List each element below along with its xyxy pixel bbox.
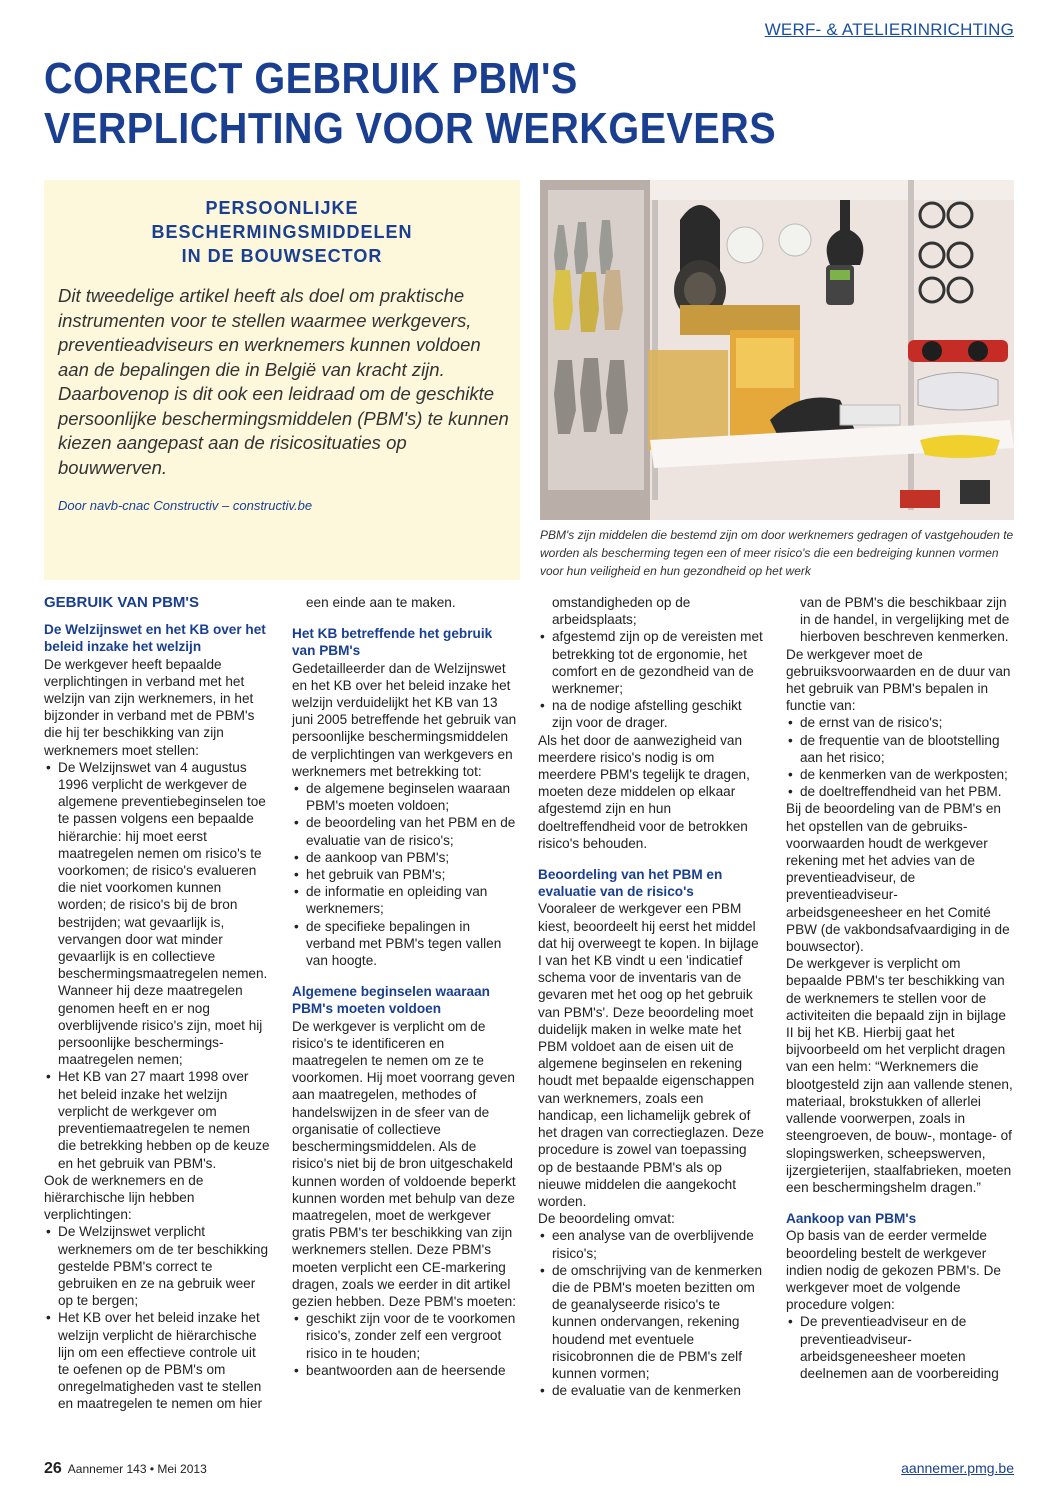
ppe-display-photo xyxy=(540,180,1014,520)
list-item: • het gebruik van PBM's; xyxy=(292,866,518,883)
subheading: Het KB betreffende het gebruik van PBM's xyxy=(292,626,493,659)
bullet-list xyxy=(44,759,270,1172)
section-tag: WERF- & ATELIERINRICHTING xyxy=(764,20,1014,39)
list-item: • beantwoorden aan de heersende xyxy=(292,1362,518,1379)
list-item: • De Welzijnswet van 4 augustus 1996 verplicht de werkgever de algemene preventiebeginselen toe te passen volgens een bepaalde hiërarchie: hij moet eerst maatregelen nemen om risico's te voorkomen; de risico's evalueren die niet voorkomen kunnen worden; de risico's bij de bron bestrijden; wat gevaarlijk is, vervangen door wat minder gevaarlijk is en collectieve beschermingsmaatregelen nemen. Wanneer hij deze maatregelen genomen heeft en er nog overblijvende risico's zijn, moet hij persoonlijke beschermingsmaatregelen nemen; xyxy=(44,759,270,1069)
intro-text: Dit tweedelige artikel heeft als doel om praktische instrumenten voor te stellen waarmee werkgevers, preventieadviseurs en werknemers kunnen voldoen aan de bepalingen die in België van kracht zijn. Daarbovenop is dit ook een leidraad om de geschikte persoonlijke beschermingsmiddelen (PBM's) te kunnen kiezen aangepast aan de risicosituaties op bouwwerven. xyxy=(58,285,509,478)
section-heading: GEBRUIK VAN PBM'S xyxy=(44,594,199,611)
footer-issue xyxy=(44,1460,207,1478)
paragraph: Ook de werknemers en de hiërarchische lijn hebben verplichtingen: xyxy=(44,1172,204,1223)
footer-url-link[interactable]: aannemer.pmg.be xyxy=(901,1460,1014,1476)
paragraph: Als het door de aanwezigheid van meerdere risico's nodig is om meerdere PBM's tegelijk te dragen, moeten deze middelen op elkaar afgestemd zijn en hun doeltreffendheid voor de betrokken risico's behouden. xyxy=(538,732,750,851)
list-item: • Het KB van 27 maart 1998 over het beleid inzake het welzijn verplicht de werkgever om preventiemaatregelen te nemen die betrekking hebben op de keuze en het gebruik van PBM's. xyxy=(44,1068,270,1171)
paragraph: De werkgever moet de gebruiksvoorwaarden en de duur van het gebruik van PBM's bepalen in functie van: xyxy=(786,646,1011,714)
list-item: • de doeltreffendheid van het PBM. xyxy=(786,783,1014,800)
article-title xyxy=(44,54,1024,154)
subheading: De Welzijnswet en het KB over het beleid inzake het welzijn xyxy=(44,622,266,655)
bullet-list xyxy=(292,1310,518,1379)
bullet-list xyxy=(786,1313,1014,1382)
paragraph: een einde aan te maken. xyxy=(306,595,456,610)
paragraph: De werkgever heeft bepaalde verplichtingen in verband met het welzijn van zijn werknemers, in het bijzonder in verband met de PBM's die hij ter beschikking van zijn werknemers moet stellen: xyxy=(44,656,255,758)
list-item: • afgestemd zijn op de vereisten met betrekking tot de ergonomie, het comfort en de gezondheid van de werknemer; xyxy=(538,628,764,697)
intro-heading-line: BESCHERMINGSMIDDELEN xyxy=(151,222,413,242)
intro-heading-line: IN DE BOUWSECTOR xyxy=(181,246,383,266)
subheading: Beoordeling van het PBM en evaluatie van de risico's xyxy=(538,867,723,900)
bullet-list xyxy=(44,1223,270,1412)
list-item: • de specifieke bepalingen in verband met PBM's tegen vallen van hoogte. xyxy=(292,918,518,970)
list-item: • de beoordeling van het PBM en de evaluatie van de risico's; xyxy=(292,814,518,848)
list-item: • de algemene beginselen waaraan PBM's moeten voldoen; xyxy=(292,780,518,814)
subheading: Aankoop van PBM's xyxy=(786,1211,917,1227)
column-3 xyxy=(538,594,764,1399)
list-item: • de kenmerken van de werkposten; xyxy=(786,766,1014,783)
list-item: • de aankoop van PBM's; xyxy=(292,849,518,866)
list-item: • een analyse van de overblijvende risico's; xyxy=(538,1227,764,1261)
list-item: • de omschrijving van de kenmerken die de PBM's moeten bezitten om de geanalyseerde risico's te kunnen ondervangen, rekening houdend met eventuele risicobronnen die de PBM's zelf kunnen vormen; xyxy=(538,1262,764,1382)
column-2 xyxy=(292,594,518,1379)
bullet-list xyxy=(538,628,764,731)
list-item: • de informatie en opleiding van werknemers; xyxy=(292,883,518,917)
paragraph: van de PBM's die beschikbaar zijn in de handel, in vergelijking met de hierboven beschreven kenmerken. xyxy=(800,595,1010,645)
title-line-2: VERPLICHTING VOOR WERKGEVERS xyxy=(44,104,777,153)
title-line-1: CORRECT GEBRUIK PBM'S xyxy=(44,54,578,103)
bullet-list xyxy=(786,714,1014,800)
intro-heading xyxy=(44,196,520,268)
paragraph: Gedetailleerder dan de Welzijnswet en het KB over het beleid inzake het welzijn verduidelijkt het KB van 13 juni 2005 betreffende het gebruik van persoonlijke beschermingsmiddelen de verplichtingen van werkgevers en werknemers met betrekking tot: xyxy=(292,660,517,779)
subheading: Algemene beginselen waaraan PBM's moeten voldoen xyxy=(292,984,490,1017)
paragraph: De beoordeling omvat: xyxy=(538,1211,675,1227)
list-item: • De preventieadviseur en de preventieadviseur-arbeidsgeneesheer moeten deelnemen aan de voorbereiding xyxy=(786,1313,1014,1382)
list-item: • Het KB over het beleid inzake het welzijn verplicht de hiërarchische lijn om een effectieve controle uit te oefenen op de PBM's om onregelmatigheden vast te stellen en maatregelen te nemen om hier xyxy=(44,1309,270,1412)
paragraph: De werkgever is verplicht om de risico's te identificeren en maatregelen te nemen om ze te voorkomen. Hij moet voorrang geven aan maatregelen, methodes of handelswijzen in de sfeer van de organisatie of collectieve beschermingsmiddelen. Als de risico's niet bij de bron uitgeschakeld kunnen worden of voldoende beperkt kunnen worden met behulp van deze maatregelen, moet de werkgever gratis PBM's ter beschikking van zijn werknemers stellen. Deze PBM's moeten verplicht een CE-markering dragen, zoals we eerder in dit artikel gezien hebben. Deze PBM's moeten: xyxy=(292,1018,517,1309)
issue-info: Aannemer 143 • Mei 2013 xyxy=(67,1462,207,1476)
page-number: 26 xyxy=(44,1460,62,1477)
paragraph: Op basis van de eerder vermelde beoordeling bestelt de werkgever indien nodig de gekozen PBM's. De werkgever moet de volgende procedure volgen: xyxy=(786,1228,1001,1313)
column-1 xyxy=(44,594,270,1413)
list-item: • geschikt zijn voor de te voorkomen risico's, zonder zelf een vergroot risico in te houden; xyxy=(292,1310,518,1362)
paragraph: De werkgever is verplicht om bepaalde PBM's ter beschikking van de werknemers te stellen voor de activiteiten die bepaald zijn in bijlage II bij het KB. Hierbij gaat het bijvoorbeeld om het verplicht dragen van een helm: “Werknemers die blootgesteld zijn aan vallende stenen, materiaal, brokstukken of allerlei vallende voorwerpen, zoals in steengroeven, de bouw-, montage- of slopingswerken, scheepswerven, ijzergieterijen, staalfabrieken, moeten een beschermingshelm dragen.” xyxy=(786,956,1013,1195)
bullet-list xyxy=(292,780,518,969)
paragraph: omstandigheden op de arbeidsplaats; xyxy=(552,595,691,628)
paragraph: Bij de beoordeling van de PBM's en het opstellen van de gebruiksvoorwaarden houdt de werkgever rekening met het advies van de preventieadviseur, de preventieadviseur-arbeidsgeneesheer en het Comité PBW (de vakbondsafvaardiging in de bouwsector). xyxy=(786,801,1010,955)
intro-author: Door navb-cnac Constructiv – constructiv.be xyxy=(58,498,313,513)
intro-heading-line: PERSOONLIJKE xyxy=(205,198,359,218)
bullet-list xyxy=(538,1227,764,1399)
photo-caption: PBM's zijn middelen die bestemd zijn om door werknemers gedragen of vastgehouden te worden als bescherming tegen een of meer risico's die een bedreiging kunnen vormen voor hun veiligheid en hun gezondheid op het werk xyxy=(540,528,1014,578)
paragraph: Vooraleer de werkgever een PBM kiest, beoordeelt hij eerst het middel dat hij overweegt te kopen. In bijlage I van het KB vindt u een 'indicatief schema voor de inventaris van de gevaren met het oog op het gebruik van PBM's'. Deze beoordeling moet duidelijk maken in welke mate het PBM voldoet aan de eisen uit de algemene beginselen en rekening houdt met bepaalde eigenschappen van werknemers, zoals een handicap, een lichamelijk gebrek of het dragen van correctieglazen. Deze procedure is zowel van toepassing op de bestaande PBM's als op nieuwe middelen die aangekocht worden. xyxy=(538,901,764,1209)
list-item: • de frequentie van de blootstelling aan het risico; xyxy=(786,732,1014,766)
list-item: • De Welzijnswet verplicht werknemers om de ter beschikking gestelde PBM's correct te gebruiken en ze na gebruik weer op te bergen; xyxy=(44,1223,270,1309)
list-item: • de evaluatie van de kenmerken xyxy=(538,1382,764,1399)
list-item: • de ernst van de risico's; xyxy=(786,714,1014,731)
list-item: • na de nodige afstelling geschikt zijn voor de drager. xyxy=(538,697,764,731)
ppe-display-illustration xyxy=(540,180,1014,520)
column-4 xyxy=(786,594,1014,1382)
